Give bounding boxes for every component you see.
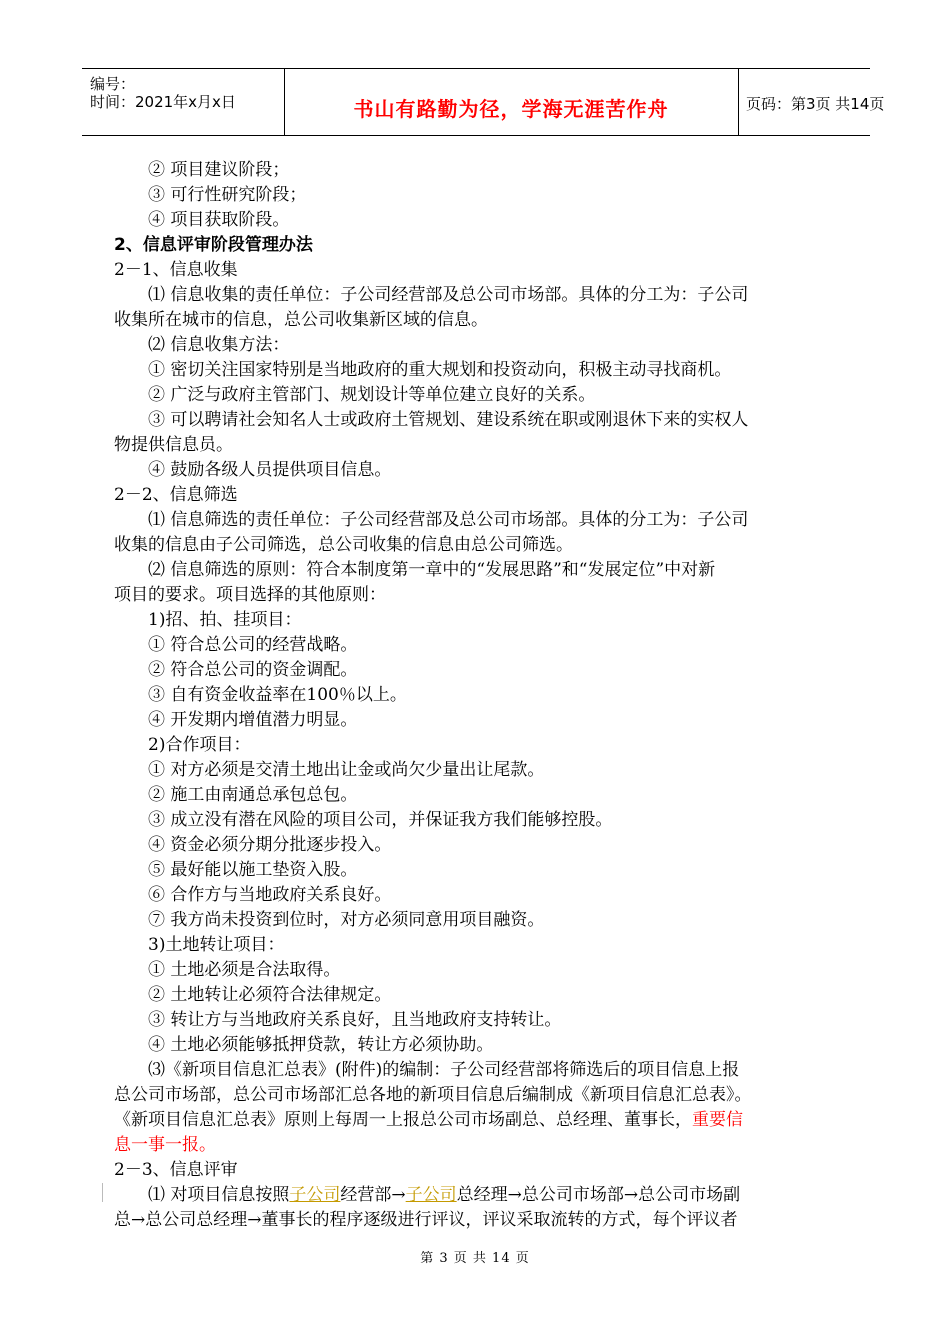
text-line: 总→总公司总经理→董事长的程序逐级进行评议，评议采取流转的方式，每个评议者 [114, 1210, 738, 1230]
important-note-text: 重要信 [692, 1110, 743, 1130]
text-line: ② 项目建议阶段； [148, 160, 290, 180]
header-motto-cell [284, 69, 739, 135]
text-line: ④ 土地必须能够抵押贷款，转让方必须协助。 [148, 1035, 494, 1055]
page-number-label: 页码：第3页 共14页 [746, 95, 885, 113]
subsection-heading: 2－1、信息收集 [114, 260, 238, 280]
text-line: ① 密切关注国家特别是当地政府的重大规划和投资动向，积极主动寻找商机。 [148, 360, 732, 380]
text-line: ④ 开发期内增值潜力明显。 [148, 710, 358, 730]
text-line: 总公司市场部，总公司市场部汇总各地的新项目信息后编制成《新项目信息汇总表》。 [114, 1085, 752, 1105]
margin-marker [102, 1183, 103, 1202]
text-line: 项目的要求。项目选择的其他原则： [114, 585, 386, 605]
text-line: ③ 自有资金收益率在100％以上。 [148, 685, 407, 705]
text-line: ① 土地必须是合法取得。 [148, 960, 341, 980]
text-line: ⑴ 信息筛选的责任单位：子公司经营部及总公司市场部。具体的分工为：子公司 [148, 510, 749, 530]
text-line: 3)土地转让项目： [148, 935, 285, 955]
subsidiary-link[interactable]: 子公司 [289, 1185, 341, 1205]
text-line: 物提供信息员。 [114, 435, 233, 455]
text-segment: 《新项目信息汇总表》原则上每周一上报总公司市场副总、总经理、董事长， [114, 1110, 692, 1130]
text-line: ③ 转让方与当地政府关系良好，且当地政府支持转让。 [148, 1010, 562, 1030]
motto: 书山有路勤为径，学海无涯苦作舟 [353, 97, 669, 121]
page-header [82, 68, 885, 136]
text-line: ⑤ 最好能以施工垫资入股。 [148, 860, 358, 880]
text-line: ② 土地转让必须符合法律规定。 [148, 985, 392, 1005]
text-segment: 经营部→ [340, 1185, 406, 1205]
text-line: 收集所在城市的信息，总公司收集新区域的信息。 [114, 310, 488, 330]
text-line: ⑵ 信息筛选的原则：符合本制度第一章中的“发展思路”和“发展定位”中对新 [148, 560, 716, 580]
text-line: ⑥ 合作方与当地政府关系良好。 [148, 885, 392, 905]
important-note-text: 息一事一报。 [114, 1135, 216, 1155]
text-line: 2)合作项目： [148, 735, 251, 755]
text-line: 1)招、拍、挂项目： [148, 610, 302, 630]
text-line: ① 符合总公司的经营战略。 [148, 635, 358, 655]
text-line: ⑶《新项目信息汇总表》(附件)的编制：子公司经营部将筛选后的项目信息上报 [148, 1060, 740, 1080]
text-line [114, 1108, 743, 1133]
text-segment: 总经理→总公司市场部→总公司市场副 [456, 1185, 741, 1205]
subsection-heading: 2－2、信息筛选 [114, 485, 238, 505]
text-line: ④ 项目获取阶段。 [148, 210, 290, 230]
subsection-heading: 2－3、信息评审 [114, 1160, 238, 1180]
text-line: ③ 可以聘请社会知名人士或政府土管规划、建设系统在职或刚退休下来的实权人 [148, 410, 749, 430]
text-line: ④ 鼓励各级人员提供项目信息。 [148, 460, 392, 480]
subsidiary-link[interactable]: 子公司 [405, 1185, 457, 1205]
text-line: ② 广泛与政府主管部门、规划设计等单位建立良好的关系。 [148, 385, 596, 405]
text-line: ④ 资金必须分期分批逐步投入。 [148, 835, 392, 855]
text-line [148, 1183, 740, 1208]
text-line: ⑴ 信息收集的责任单位：子公司经营部及总公司市场部。具体的分工为：子公司 [148, 285, 749, 305]
header-left-cell [82, 69, 285, 135]
text-line: ③ 可行性研究阶段； [148, 185, 307, 205]
text-segment: ⑴ 对项目信息按照 [148, 1185, 290, 1205]
text-line: ⑦ 我方尚未投资到位时，对方必须同意用项目融资。 [148, 910, 545, 930]
header-right-cell [738, 69, 885, 135]
date-label: 时间：2021年x月x日 [90, 93, 236, 111]
text-line: ① 对方必须是交清土地出让金或尚欠少量出让尾款。 [148, 760, 545, 780]
text-line: ⑵ 信息收集方法： [148, 335, 290, 355]
text-line: ② 符合总公司的资金调配。 [148, 660, 358, 680]
serial-label: 编号： [90, 75, 136, 93]
page-footer: 第 3 页 共 14 页 [420, 1251, 530, 1266]
text-line: ② 施工由南通总承包总包。 [148, 785, 358, 805]
text-line: 收集的信息由子公司筛选，总公司收集的信息由总公司筛选。 [114, 535, 573, 555]
text-line: ③ 成立没有潜在风险的项目公司，并保证我方我们能够控股。 [148, 810, 613, 830]
section-heading: 2、信息评审阶段管理办法 [114, 235, 313, 255]
